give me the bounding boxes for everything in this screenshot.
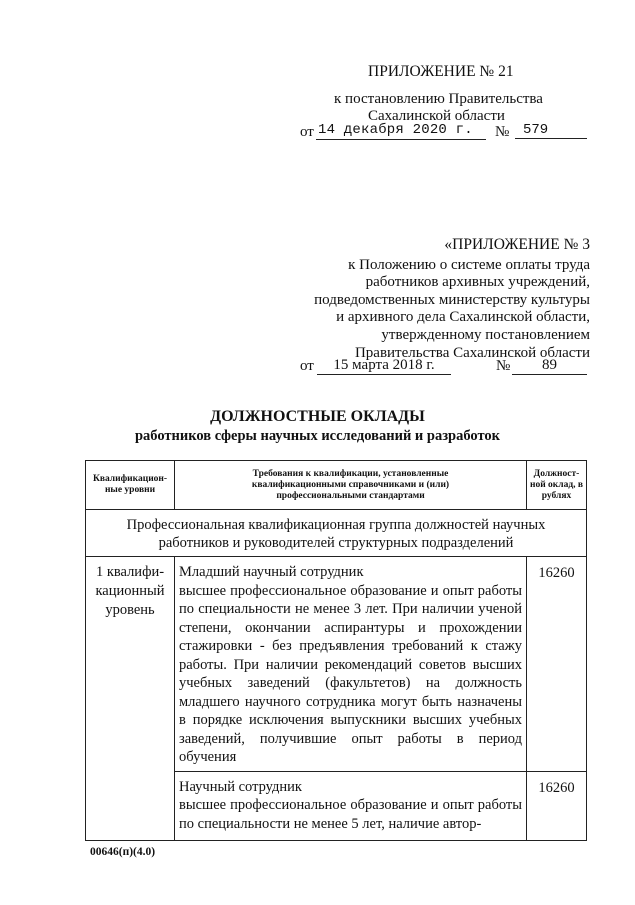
table-row: [86, 557, 587, 772]
appendix-21-number: 579: [515, 122, 587, 139]
appendix-21-title: ПРИЛОЖЕНИЕ № 21: [368, 63, 514, 80]
table-header-row: [86, 461, 587, 510]
appendix-3-block: [300, 236, 590, 362]
appendix-3-line: Правительства Сахалинской области: [354, 344, 590, 361]
requirements-cell: [175, 771, 527, 840]
position-name: Младший научный сотрудник: [179, 564, 364, 580]
header-salary: Должност-ной оклад, в рублях: [527, 461, 587, 510]
table-group-row: [86, 510, 587, 557]
appendix-3-line: подведомственных министерству культуры: [314, 291, 590, 308]
appendix-3-date: 15 марта 2018 г.: [317, 357, 451, 375]
appendix-3-from-label: от: [300, 358, 314, 374]
appendix-3-line: и архивного дела Сахалинской области,: [336, 309, 590, 326]
qualification-level-text: 1 квалифи-кационный уровень: [95, 564, 165, 618]
qualification-group-name: Профессиональная квалификационная группа должностей научных работников и руководителей структурных подразделений: [86, 510, 587, 557]
salary-cell: 16260: [527, 557, 587, 772]
appendix-3-line: к Положению о системе оплаты труда: [348, 256, 590, 273]
appendix-3-line: работников архивных учреждений,: [365, 274, 590, 291]
appendix-21-line1: к постановлению Правительства: [334, 91, 543, 107]
appendix-21-number-label: №: [495, 124, 510, 140]
salary-table: [85, 460, 587, 841]
document-subtitle: работников сферы научных исследований и разработок: [134, 428, 501, 444]
position-requirements: высшее профессиональное образование и опыт работы по специальности не менее 3 лет. При наличии ученой степени, окончании аспирантуры и прохождении стажировки - без предъявления требований к стажу работы. При наличии рекомендаций советов высших учебных заведений (факультетов) на должность младшего научного сотрудника могут быть назначены в порядке исключения выпускники высших учебных заведений, получившие опыт работы в период обучения: [179, 582, 522, 765]
requirements-cell: [175, 557, 527, 772]
salary-cell: 16260: [527, 771, 587, 840]
appendix-3-number-label: №: [496, 358, 511, 374]
footer-form-code: 00646(п)(4.0): [90, 846, 156, 858]
position-requirements: высшее профессиональное образование и опыт работы по специальности не менее 5 лет, наличие автор-: [179, 797, 522, 832]
appendix-21-date: 14 декабря 2020 г.: [316, 122, 486, 140]
position-name: Научный сотрудник: [179, 778, 302, 795]
appendix-21-line2: Сахалинской области: [368, 108, 505, 124]
header-qualification-levels: Квалификацион-ные уровни: [86, 461, 175, 510]
document-title: ДОЛЖНОСТНЫЕ ОКЛАДЫ: [210, 408, 425, 425]
appendix-3-number: 89: [512, 357, 587, 375]
qualification-level: [86, 557, 175, 841]
appendix-3-line: утвержденному постановлением: [381, 326, 590, 343]
appendix-21-from-label: от: [300, 124, 314, 140]
appendix-3-title: «ПРИЛОЖЕНИЕ № 3: [444, 236, 590, 253]
header-requirements: Требования к квалификации, установленные квалификационными справочниками и (или) профессиональными стандартами: [175, 461, 527, 510]
